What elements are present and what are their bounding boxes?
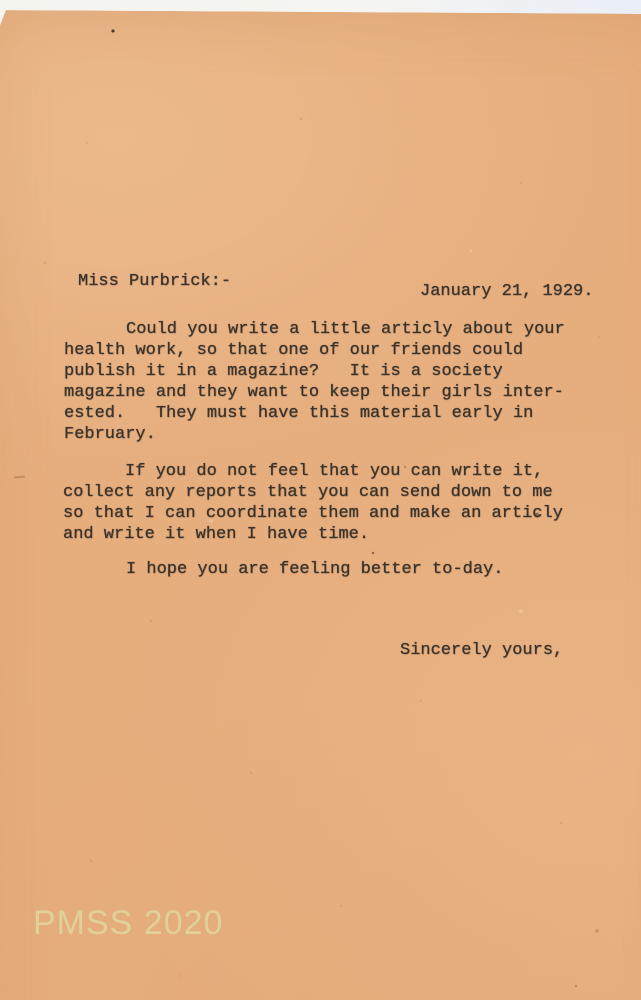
letter-line: publish it in a magazine? It is a society: [64, 362, 503, 381]
archive-watermark: PMSS 2020: [33, 904, 224, 942]
letter-line: February.: [64, 425, 156, 444]
letter-line: magazine and they want to keep their girls inter-: [64, 383, 564, 402]
letter-line: If you do not feel that you can write it,: [125, 462, 544, 481]
signoff: Sincerely yours,: [400, 641, 564, 660]
salutation: Miss Purbrick:-: [78, 272, 232, 291]
letter-line: ested. They must have this material early in: [64, 404, 534, 423]
letter-line: collect any reports that you can send down to me: [63, 483, 553, 502]
letter-line: health work, so that one of our friends could: [64, 341, 524, 360]
letter-line: so that I can coordinate them and make an articly: [63, 504, 563, 523]
letter-date: January 21, 1929.: [420, 282, 594, 301]
closing-sentence: [64, 559, 503, 580]
paragraph-2: [63, 461, 563, 545]
letter-line: Could you write a little articly about your: [126, 320, 565, 339]
letter-line: and write it when I have time.: [63, 525, 370, 544]
letter-line: I hope you are feeling better to-day.: [126, 560, 504, 579]
paragraph-1: [64, 319, 565, 445]
